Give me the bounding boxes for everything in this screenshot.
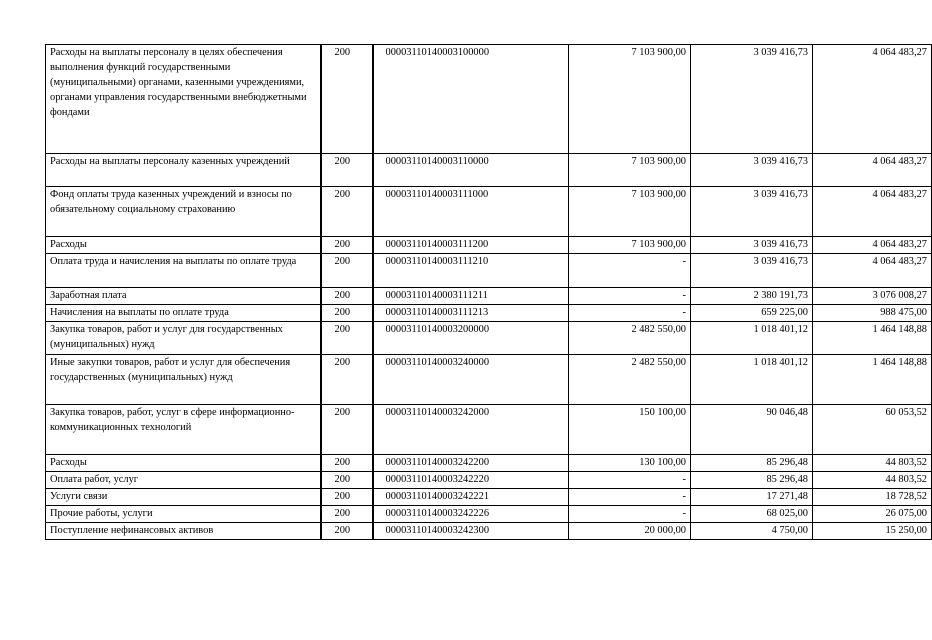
cell-name: Услуги связи <box>46 489 321 506</box>
cell-name: Закупка товаров, работ, услуг в сфере информационно-коммуникационных технологий <box>46 405 321 455</box>
cell-unexecuted-amount: 988 475,00 <box>813 305 932 322</box>
cell-budget-classification-code: 00003110140003242000 <box>373 405 569 455</box>
cell-name: Расходы на выплаты персоналу казенных учреждений <box>46 154 321 187</box>
cell-name: Иные закупки товаров, работ и услуг для обеспечения государственных (муниципальных) нужд <box>46 355 321 405</box>
table-row <box>46 523 932 540</box>
table-row <box>46 455 932 472</box>
table-row <box>46 305 932 322</box>
cell-approved-amount: - <box>569 254 691 288</box>
cell-name: Оплата труда и начисления на выплаты по оплате труда <box>46 254 321 288</box>
cell-approved-amount: 20 000,00 <box>569 523 691 540</box>
cell-executed-amount: 85 296,48 <box>691 455 813 472</box>
cell-line-code: 200 <box>321 288 373 305</box>
cell-name: Расходы <box>46 237 321 254</box>
cell-unexecuted-amount: 4 064 483,27 <box>813 154 932 187</box>
cell-name: Поступление нефинансовых активов <box>46 523 321 540</box>
cell-approved-amount: 7 103 900,00 <box>569 154 691 187</box>
cell-approved-amount: 7 103 900,00 <box>569 237 691 254</box>
cell-line-code: 200 <box>321 455 373 472</box>
cell-name: Оплата работ, услуг <box>46 472 321 489</box>
cell-unexecuted-amount: 4 064 483,27 <box>813 187 932 237</box>
cell-line-code: 200 <box>321 187 373 237</box>
cell-executed-amount: 68 025,00 <box>691 506 813 523</box>
cell-executed-amount: 1 018 401,12 <box>691 355 813 405</box>
cell-executed-amount: 659 225,00 <box>691 305 813 322</box>
table-row <box>46 506 932 523</box>
cell-approved-amount: 2 482 550,00 <box>569 355 691 405</box>
cell-approved-amount: 2 482 550,00 <box>569 322 691 355</box>
cell-budget-classification-code: 00003110140003111000 <box>373 187 569 237</box>
cell-unexecuted-amount: 44 803,52 <box>813 455 932 472</box>
cell-budget-classification-code: 00003110140003242200 <box>373 455 569 472</box>
cell-executed-amount: 3 039 416,73 <box>691 254 813 288</box>
table-row <box>46 254 932 288</box>
cell-unexecuted-amount: 4 064 483,27 <box>813 254 932 288</box>
table-row <box>46 45 932 154</box>
cell-name: Расходы на выплаты персоналу в целях обеспечения выполнения функций государственными (муниципальными) органами, казенными учреждениями, органами управления государственными внебюджетными фондами <box>46 45 321 154</box>
table-row <box>46 288 932 305</box>
cell-line-code: 200 <box>321 305 373 322</box>
cell-approved-amount: 7 103 900,00 <box>569 187 691 237</box>
table-row <box>46 405 932 455</box>
table-row <box>46 154 932 187</box>
cell-line-code: 200 <box>321 472 373 489</box>
cell-executed-amount: 3 039 416,73 <box>691 154 813 187</box>
cell-line-code: 200 <box>321 506 373 523</box>
cell-name: Фонд оплаты труда казенных учреждений и взносы по обязательному социальному страхованию <box>46 187 321 237</box>
cell-unexecuted-amount: 15 250,00 <box>813 523 932 540</box>
cell-name: Прочие работы, услуги <box>46 506 321 523</box>
cell-budget-classification-code: 00003110140003111200 <box>373 237 569 254</box>
cell-unexecuted-amount: 4 064 483,27 <box>813 45 932 154</box>
cell-unexecuted-amount: 44 803,52 <box>813 472 932 489</box>
cell-name: Начисления на выплаты по оплате труда <box>46 305 321 322</box>
cell-unexecuted-amount: 26 075,00 <box>813 506 932 523</box>
cell-approved-amount: - <box>569 506 691 523</box>
cell-line-code: 200 <box>321 254 373 288</box>
cell-line-code: 200 <box>321 405 373 455</box>
table-row <box>46 187 932 237</box>
cell-name: Заработная плата <box>46 288 321 305</box>
cell-unexecuted-amount: 3 076 008,27 <box>813 288 932 305</box>
cell-executed-amount: 3 039 416,73 <box>691 187 813 237</box>
table-row <box>46 355 932 405</box>
cell-line-code: 200 <box>321 237 373 254</box>
cell-budget-classification-code: 00003110140003242300 <box>373 523 569 540</box>
cell-approved-amount: 7 103 900,00 <box>569 45 691 154</box>
cell-unexecuted-amount: 4 064 483,27 <box>813 237 932 254</box>
cell-budget-classification-code: 00003110140003111211 <box>373 288 569 305</box>
cell-unexecuted-amount: 60 053,52 <box>813 405 932 455</box>
cell-approved-amount: 130 100,00 <box>569 455 691 472</box>
table-body <box>46 45 932 540</box>
cell-approved-amount: - <box>569 489 691 506</box>
cell-unexecuted-amount: 18 728,52 <box>813 489 932 506</box>
cell-executed-amount: 4 750,00 <box>691 523 813 540</box>
cell-approved-amount: - <box>569 305 691 322</box>
cell-budget-classification-code: 00003110140003242226 <box>373 506 569 523</box>
cell-unexecuted-amount: 1 464 148,88 <box>813 322 932 355</box>
cell-executed-amount: 17 271,48 <box>691 489 813 506</box>
table-row <box>46 489 932 506</box>
cell-budget-classification-code: 00003110140003111213 <box>373 305 569 322</box>
cell-executed-amount: 3 039 416,73 <box>691 45 813 154</box>
budget-execution-table <box>45 44 932 540</box>
cell-executed-amount: 90 046,48 <box>691 405 813 455</box>
cell-line-code: 200 <box>321 322 373 355</box>
cell-line-code: 200 <box>321 489 373 506</box>
table-row <box>46 322 932 355</box>
cell-line-code: 200 <box>321 355 373 405</box>
cell-budget-classification-code: 00003110140003240000 <box>373 355 569 405</box>
cell-budget-classification-code: 00003110140003242221 <box>373 489 569 506</box>
cell-approved-amount: 150 100,00 <box>569 405 691 455</box>
cell-name: Расходы <box>46 455 321 472</box>
cell-line-code: 200 <box>321 523 373 540</box>
cell-line-code: 200 <box>321 45 373 154</box>
cell-executed-amount: 85 296,48 <box>691 472 813 489</box>
cell-budget-classification-code: 00003110140003110000 <box>373 154 569 187</box>
cell-executed-amount: 3 039 416,73 <box>691 237 813 254</box>
cell-budget-classification-code: 00003110140003200000 <box>373 322 569 355</box>
cell-executed-amount: 2 380 191,73 <box>691 288 813 305</box>
table-row <box>46 472 932 489</box>
cell-approved-amount: - <box>569 472 691 489</box>
cell-budget-classification-code: 00003110140003242220 <box>373 472 569 489</box>
cell-executed-amount: 1 018 401,12 <box>691 322 813 355</box>
cell-budget-classification-code: 00003110140003100000 <box>373 45 569 154</box>
cell-name: Закупка товаров, работ и услуг для государственных (муниципальных) нужд <box>46 322 321 355</box>
cell-unexecuted-amount: 1 464 148,88 <box>813 355 932 405</box>
cell-approved-amount: - <box>569 288 691 305</box>
cell-line-code: 200 <box>321 154 373 187</box>
cell-budget-classification-code: 00003110140003111210 <box>373 254 569 288</box>
table-row <box>46 237 932 254</box>
